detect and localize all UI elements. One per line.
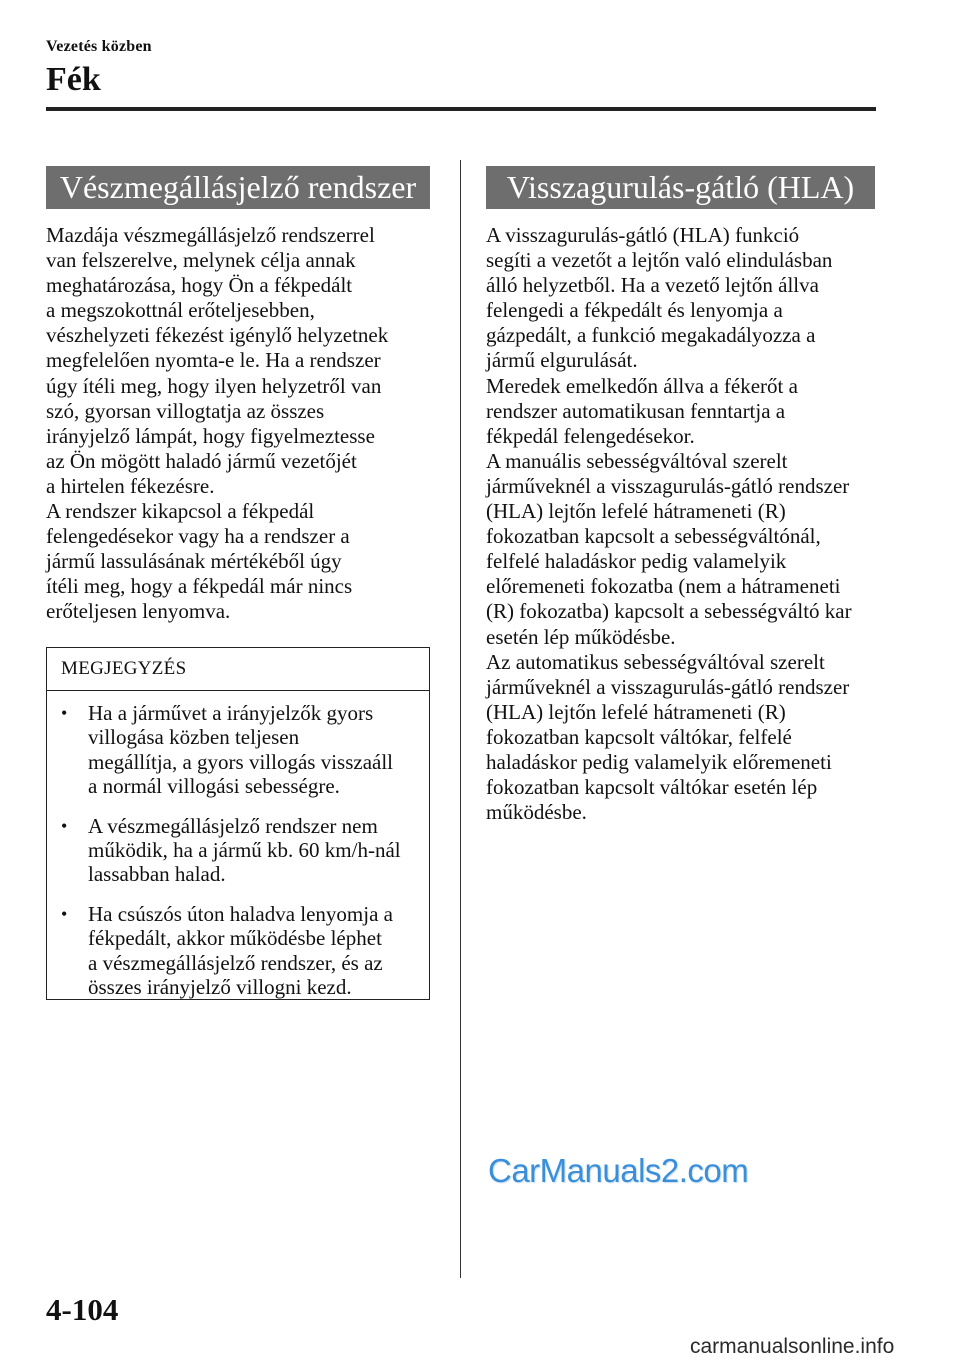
text-line: járműveknél a visszagurulás-gátló rendszer bbox=[486, 473, 850, 498]
text-line: működésbe. bbox=[486, 800, 587, 825]
text-line: (HLA) lejtőn lefelé hátrameneti (R) bbox=[486, 699, 786, 724]
text-line: gázpedált, a funkció megakadályozza a bbox=[486, 323, 816, 348]
text-line: A rendszer kikapcsol a fékpedál bbox=[46, 499, 315, 524]
column-divider bbox=[460, 160, 461, 1278]
text-line: az Ön mögött haladó jármű vezetőjét bbox=[46, 448, 357, 473]
text-line: előremeneti fokozatba (nem a hátrameneti bbox=[486, 574, 841, 599]
text-line: van felszerelve, melynek célja annak bbox=[46, 248, 356, 273]
text-line: esetén lép működésbe. bbox=[486, 624, 676, 649]
text-line: fokozatban kapcsolt váltókar, felfelé bbox=[486, 724, 792, 749]
text-line: haladáskor pedig valamelyik előremeneti bbox=[486, 749, 832, 774]
text-line: szó, gyorsan villogtatja az összes bbox=[46, 398, 325, 423]
text-line: a megszokottnál erőteljesebben, bbox=[46, 298, 315, 323]
text-line: felengedi a fékpedált és lenyomja a bbox=[486, 298, 783, 323]
note-box bbox=[46, 647, 430, 1000]
bullet-icon: • bbox=[61, 903, 68, 924]
text-line: vészhelyzeti fékezést igénylő helyzetnek bbox=[46, 323, 389, 348]
left-section-heading: Vészmegállásjelző rendszer bbox=[46, 166, 430, 209]
note-line: Ha csúszós úton haladva lenyomja a bbox=[88, 901, 393, 926]
text-line: megfelelően nyomta-e le. Ha a rendszer bbox=[46, 348, 381, 373]
text-line: (HLA) lejtőn lefelé hátrameneti (R) bbox=[486, 499, 786, 524]
text-line: segíti a vezetőt a lejtőn való elindulásban bbox=[486, 248, 833, 273]
section-kicker: Vezetés közben bbox=[46, 38, 152, 55]
text-line: irányjelző lámpát, hogy figyelmeztesse bbox=[46, 423, 375, 448]
right-body-text bbox=[486, 223, 878, 825]
note-line: a vészmegállásjelző rendszer, és az bbox=[88, 950, 383, 975]
text-line: erőteljesen lenyomva. bbox=[46, 599, 231, 624]
text-line: felengedésekor vagy ha a rendszer a bbox=[46, 524, 350, 549]
note-item bbox=[61, 814, 421, 887]
note-line: összes irányjelző villogni kezd. bbox=[88, 975, 352, 1000]
text-line: meghatározása, hogy Ön a fékpedált bbox=[46, 273, 353, 298]
text-line: álló helyzetből. Ha a vezető lejtőn állva bbox=[486, 273, 819, 298]
note-title: MEGJEGYZÉS bbox=[47, 648, 429, 691]
note-line: Ha a járművet a irányjelzők gyors bbox=[88, 701, 374, 725]
note-line: fékpedált, akkor működésbe léphet bbox=[88, 926, 382, 951]
page-number: 4-104 bbox=[46, 1292, 119, 1327]
bullet-icon: • bbox=[61, 815, 68, 836]
left-body-text bbox=[46, 223, 430, 625]
note-line: megállítja, a gyors villogás visszaáll bbox=[88, 749, 394, 774]
note-item bbox=[61, 701, 421, 799]
watermark-logo: CarManuals2.com bbox=[488, 1152, 749, 1189]
text-line: ítéli meg, hogy a fékpedál már nincs bbox=[46, 574, 353, 599]
text-line: a hirtelen fékezésre. bbox=[46, 473, 215, 498]
note-line: működik, ha a jármű kb. 60 km/h-nál bbox=[88, 838, 401, 863]
note-line: villogása közben teljesen bbox=[88, 725, 300, 750]
text-line: Az automatikus sebességváltóval szerelt bbox=[486, 649, 825, 674]
chapter-title: Fék bbox=[46, 61, 101, 98]
text-line: jármű elgurulását. bbox=[486, 348, 638, 373]
text-line: úgy ítéli meg, hogy ilyen helyzetről van bbox=[46, 373, 382, 398]
right-section-heading: Visszagurulás-gátló (HLA) bbox=[486, 166, 875, 209]
text-line: felfelé haladáskor pedig valamelyik bbox=[486, 549, 787, 574]
note-list bbox=[47, 691, 429, 999]
text-line: fékpedál felengedésekor. bbox=[486, 423, 695, 448]
note-line: lassabban halad. bbox=[88, 862, 226, 887]
text-line: A manuális sebességváltóval szerelt bbox=[486, 448, 788, 473]
text-line: járműveknél a visszagurulás-gátló rendszer bbox=[486, 674, 850, 699]
text-line: rendszer automatikusan fenntartja a bbox=[486, 398, 786, 423]
header-rule bbox=[46, 107, 876, 111]
text-line: A visszagurulás-gátló (HLA) funkció bbox=[486, 223, 800, 247]
text-line: fokozatban kapcsolt váltókar esetén lép bbox=[486, 775, 818, 800]
note-line: a normál villogási sebességre. bbox=[88, 774, 340, 799]
footer-url: carmanualsonline.info bbox=[690, 1335, 895, 1358]
text-line: (R) fokozatba) kapcsolt a sebességváltó kar bbox=[486, 599, 852, 624]
text-line: Mazdája vészmegállásjelző rendszerrel bbox=[46, 223, 375, 247]
note-item bbox=[61, 902, 421, 1000]
text-line: jármű lassulásának mértékéből úgy bbox=[46, 549, 342, 574]
note-line: A vészmegállásjelző rendszer nem bbox=[88, 813, 378, 838]
text-line: Meredek emelkedőn állva a fékerőt a bbox=[486, 373, 798, 398]
bullet-icon: • bbox=[61, 703, 68, 723]
text-line: fokozatban kapcsolt a sebességváltónál, bbox=[486, 524, 821, 549]
